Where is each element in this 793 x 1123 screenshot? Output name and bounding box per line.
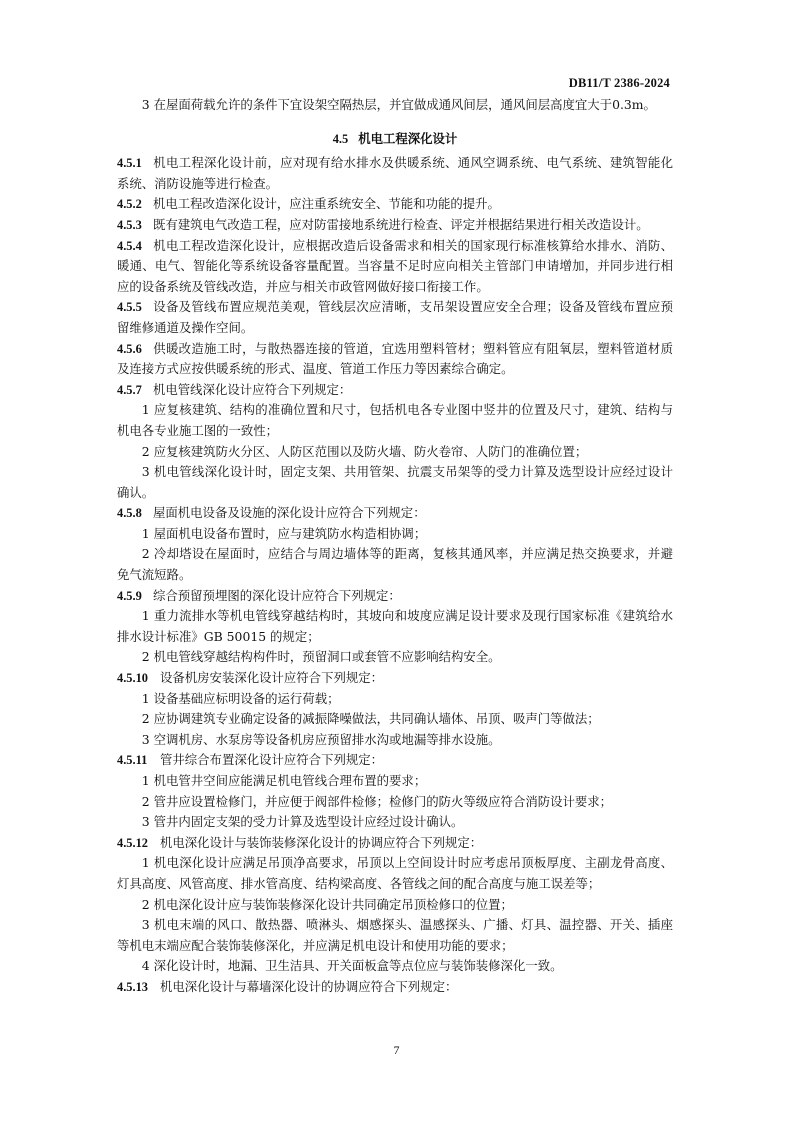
clause [117, 194, 673, 215]
intro-list-item: 3 在屋面荷载允许的条件下宜设架空隔热层，并宜做成通风间层，通风间层高度宜大于0.3m。 [141, 97, 656, 112]
clause [117, 668, 673, 689]
clause-list-item: 2 管井应设置检修门，并应便于阀部件检修；检修门的防火等级应符合消防设计要求； [141, 793, 613, 809]
clause-list-item: 2 应复核建筑防火分区、人防区范围以及防火墙、防火卷帘、人防门的准确位置； [141, 443, 588, 459]
clause [117, 153, 673, 194]
clause-number: 4.5.13 [117, 979, 148, 994]
clause [117, 750, 673, 771]
clause-text: 供暖改造施工时，与散热器连接的管道，宜选用塑料管材；塑料管应有阻氧层，塑料管道材质及连接方式应按供暖系统的形式、温度、管道工作压力等因素综合确定。 [117, 340, 673, 377]
clause-number: 4.5.12 [117, 835, 148, 850]
page-content [117, 95, 673, 998]
clause-text: 机电深化设计与幕墙深化设计的协调应符合下列规定： [160, 978, 458, 994]
clause-list [117, 153, 673, 997]
clause-list-item: 3 空调机房、水泵房等设备机房应预留排水沟或地漏等排水设施。 [141, 731, 501, 747]
clause-list-item: 2 应协调建筑专业确定设备的减振降噪做法，共同确认墙体、吊顶、吸声门等做法； [141, 711, 600, 727]
clause-list-item: 3 机电末端的风口、散热器、喷淋头、烟感探头、温感探头、广播、灯具、温控器、开关、插座等机电末端应配合装饰装修深化，并应满足机电设计和使用功能的要求； [117, 917, 673, 953]
clause [117, 977, 673, 998]
clause-number: 4.5.9 [117, 588, 142, 603]
clause-text: 机电工程改造深化设计，应注重系统安全、节能和功能的提升。 [153, 196, 500, 212]
clause-list-item: 3 机电管线深化设计时，固定支架、共用管架、抗震支吊架等的受力计算及选型设计应经过设计确认。 [117, 464, 673, 500]
clause-number: 4.5.8 [117, 506, 142, 521]
clause-number: 4.5.7 [117, 382, 142, 397]
clause-list-item: 1 机电管井空间应能满足机电管线合理布置的要求； [141, 773, 427, 788]
clause [117, 297, 673, 338]
clause-list-item: 1 屋面机电设备布置时，应与建筑防水构造相协调； [141, 525, 427, 541]
clause-number: 4.5.1 [117, 156, 142, 171]
clause-list-item: 2 机电管线穿越结构构件时，预留洞口或套管不应影响结构安全。 [141, 649, 501, 665]
clause-text: 机电工程改造深化设计，应根据改造后设备需求和相关的国家现行标准核算给水排水、消防、暖通、电气、智能化等系统设备容量配置。当容量不足时应向相关主管部门申请增加，并同步进行相应的设备系统及管线改造，并应与相关市政管网做好接口衔接工作。 [117, 237, 673, 294]
clause-list-item: 1 机电深化设计应满足吊顶净高要求，吊顶以上空间设计时应考虑吊顶板厚度、主副龙骨高度、灯具高度、风管高度、排水管高度、结构梁高度、各管线之间的配合高度与施工误差等； [117, 855, 673, 891]
clause-list-item: 3 管井内固定支架的受力计算及选型设计应经过设计确认。 [141, 814, 464, 830]
clause [117, 380, 673, 401]
section-title: 机电工程深化设计 [358, 130, 458, 146]
clause-text: 机电深化设计与装饰装修深化设计的协调应符合下列规定： [160, 834, 483, 850]
section-number: 4.5 [332, 131, 349, 146]
clause-list-item: 1 重力流排水等机电管线穿越结构时，其坡向和坡度应满足设计要求及现行国家标准《建筑给水排水设计标准》GB 50015 的规定； [117, 608, 673, 644]
page-number: 7 [393, 1043, 400, 1057]
clause [117, 503, 673, 524]
clause-list-item: 4 深化设计时，地漏、卫生洁具、开关面板盒等点位应与装饰装修深化一致。 [141, 958, 563, 974]
clause-list-item: 1 设备基础应标明设备的运行荷载； [141, 690, 340, 706]
clause-list-item: 1 应复核建筑、结构的准确位置和尺寸，包括机电各专业图中竖井的位置及尺寸，建筑、结构与机电各专业施工图的一致性； [117, 402, 673, 438]
document-code-header: DB11/T 2386-2024 [568, 76, 670, 90]
clause-text: 管井综合布置深化设计应符合下列规定： [160, 752, 384, 768]
clause-number: 4.5.5 [117, 300, 142, 315]
clause-number: 4.5.3 [117, 217, 142, 232]
clause-text: 设备机房安装深化设计应符合下列规定： [160, 670, 384, 686]
clause-text: 屋面机电设备及设施的深化设计应符合下列规定： [153, 505, 426, 521]
clause-number: 4.5.6 [117, 341, 142, 356]
section-heading [117, 129, 673, 150]
clause-text: 既有建筑电气改造工程，应对防雷接地系统进行检查、评定并根据结果进行相关改造设计。 [153, 216, 649, 232]
clause [117, 236, 673, 298]
clause-text: 机电管线深化设计应符合下列规定： [153, 381, 352, 397]
clause [117, 586, 673, 607]
clause-number: 4.5.4 [117, 238, 142, 253]
clause-list-item: 2 机电深化设计应与装饰装修深化设计共同确定吊顶检修口的位置； [141, 896, 513, 912]
clause-number: 4.5.11 [117, 753, 148, 768]
clause [117, 215, 673, 236]
clause-text: 综合预留预埋图的深化设计应符合下列规定： [153, 587, 401, 603]
clause-number: 4.5.10 [117, 671, 148, 686]
clause-list-item: 2 冷却塔设在屋面时，应结合与周边墙体等的距离，复核其通风率，并应满足热交换要求，并避免气流短路。 [117, 546, 673, 583]
clause-text: 设备及管线布置应规范美观，管线层次应清晰，支吊架设置应安全合理；设备及管线布置应预留维修通道及操作空间。 [117, 299, 673, 335]
clause-text: 机电工程深化设计前，应对现有给水排水及供暖系统、通风空调系统、电气系统、建筑智能化系统、消防设施等进行检查。 [117, 155, 673, 191]
clause [117, 339, 673, 380]
clause-number: 4.5.2 [117, 197, 142, 212]
clause [117, 833, 673, 854]
